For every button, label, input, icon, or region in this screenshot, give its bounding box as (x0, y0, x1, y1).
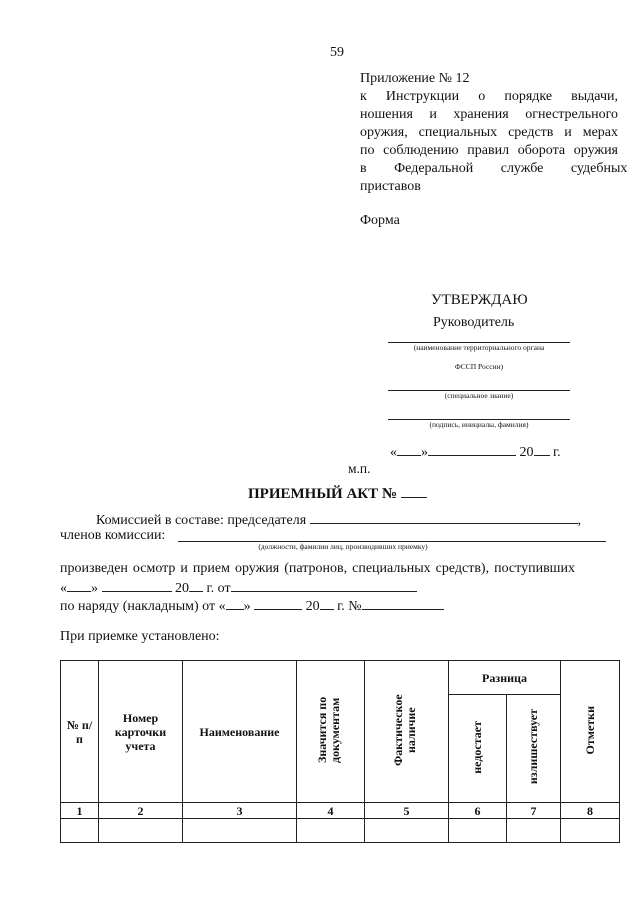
date-open-quote: « (390, 445, 397, 460)
order-year-blank (320, 595, 334, 610)
caption-org-1: (наименование территориального органа (413, 343, 545, 352)
appendix-line: в Федеральной службе судебных (360, 161, 628, 176)
header-actual: Фактическое наличие (365, 661, 449, 803)
header-num: № п/п (61, 661, 99, 803)
table-cell (561, 819, 620, 843)
table-cell (99, 819, 183, 843)
received-from-blank (231, 577, 417, 592)
appendix-line: к Инструкции о порядке выдачи, (360, 89, 618, 104)
date-year: 20 (519, 445, 534, 460)
table-cell (507, 819, 561, 843)
appendix-line: по соблюдению правил оборота оружия (360, 143, 618, 158)
received-from: г. от (206, 581, 231, 596)
year-blank (534, 441, 550, 456)
header-diff: Разница (449, 661, 561, 695)
table-cell (297, 819, 365, 843)
header-docs: Значится по документам (297, 661, 365, 803)
order-year: 20 (305, 599, 320, 614)
received-day-blank (67, 577, 91, 592)
act-number-blank (401, 484, 427, 498)
received-close-quote: » (91, 581, 98, 596)
chairman-blank (310, 509, 578, 524)
approval-title: УТВЕРЖДАЮ (431, 292, 528, 308)
caption-org-2: ФССП России) (454, 362, 504, 371)
order-line (60, 595, 444, 615)
commission-comma: , (577, 513, 582, 528)
order-day-blank (226, 595, 244, 610)
members-caption: (должности, фамилии лиц, производивших приемку) (258, 542, 428, 551)
caption-sign: (подпись, инициалы, фамилия) (429, 420, 529, 429)
header-shortage: недостает (449, 695, 507, 803)
established-label: При приемке установлено: (60, 629, 220, 644)
table-cell (449, 819, 507, 843)
act-title (248, 484, 427, 503)
order-month-blank (254, 595, 302, 610)
received-open-quote: « (60, 581, 67, 596)
col-number: 3 (183, 803, 297, 819)
month-blank (428, 441, 516, 456)
order-text: по наряду (накладным) от « (60, 599, 226, 614)
acceptance-table (60, 660, 620, 843)
date-close-quote: » (421, 445, 428, 460)
received-month-blank (102, 577, 172, 592)
table-cell (365, 819, 449, 843)
commission-text: Комиссией в составе: председателя (96, 513, 307, 528)
table-cell (183, 819, 297, 843)
appendix-line: ношения и хранения огнестрельного (360, 107, 618, 122)
form-label: Форма (360, 213, 400, 228)
col-number: 7 (507, 803, 561, 819)
header-surplus: излишествует (507, 695, 561, 803)
received-year-blank (189, 577, 203, 592)
col-number: 8 (561, 803, 620, 819)
header-card: Номер карточки учета (99, 661, 183, 803)
caption-rank: (специальное звание) (444, 391, 514, 400)
header-name: Наименование (183, 661, 297, 803)
members-label: членов комиссии: (60, 528, 166, 543)
appendix-title: Приложение № 12 (360, 71, 470, 86)
appendix-line: приставов (360, 179, 421, 194)
col-number: 4 (297, 803, 365, 819)
col-number: 6 (449, 803, 507, 819)
page-number: 59 (330, 45, 344, 60)
appendix-line: оружия, специальных средств и мерах (360, 125, 618, 140)
table-row (61, 819, 620, 843)
order-number-blank (362, 595, 444, 610)
inspection-text: произведен осмотр и прием оружия (патронов, специальных средств), поступивших (60, 561, 575, 576)
col-number: 1 (61, 803, 99, 819)
numbering-row (61, 803, 620, 819)
act-title-text: ПРИЕМНЫЙ АКТ № (248, 486, 398, 502)
approval-date (390, 441, 561, 461)
order-suffix: г. № (337, 599, 362, 614)
header-notes: Отметки (561, 661, 620, 803)
col-number: 5 (365, 803, 449, 819)
received-year: 20 (175, 581, 189, 596)
received-date-line (60, 577, 417, 597)
day-blank (397, 441, 421, 456)
commission-line (96, 509, 581, 529)
table-cell (61, 819, 99, 843)
order-close-quote: » (243, 599, 251, 614)
stamp-label: м.п. (348, 461, 371, 476)
approval-head: Руководитель (433, 315, 515, 330)
date-suffix: г. (553, 445, 561, 460)
col-number: 2 (99, 803, 183, 819)
